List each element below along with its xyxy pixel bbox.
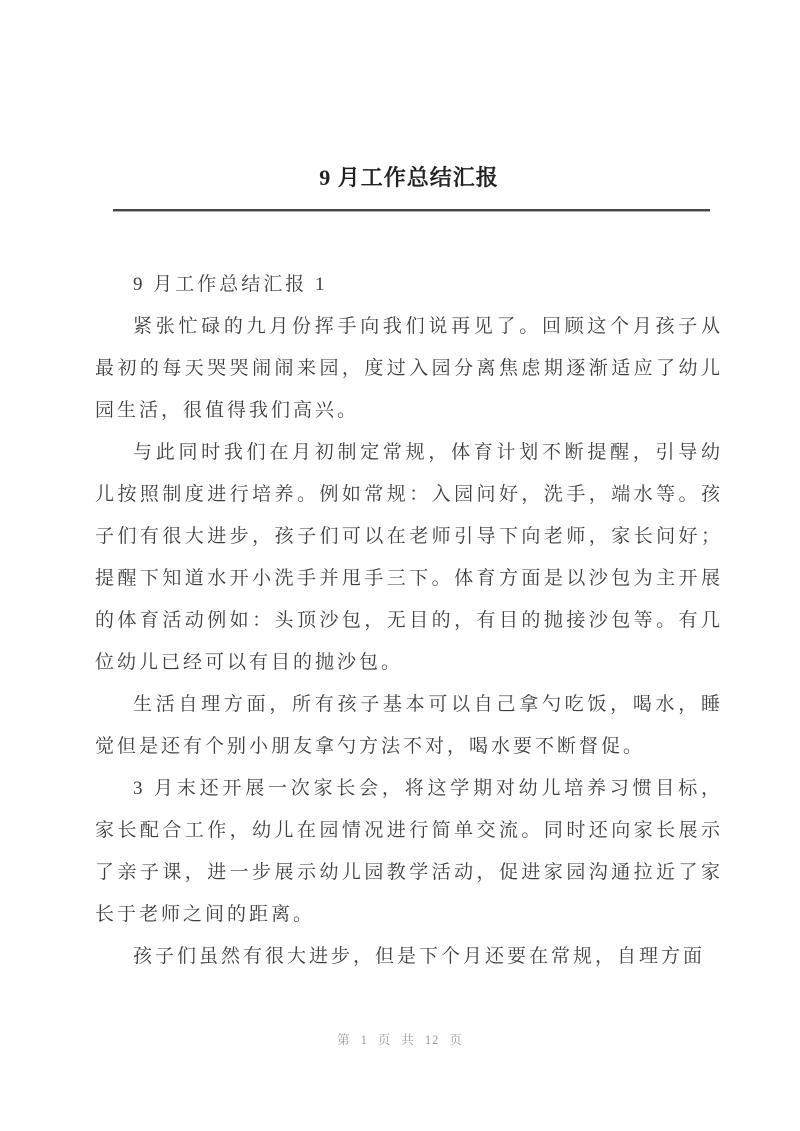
footer-label-total: 共 <box>401 1033 415 1047</box>
footer-unit-page: 页 <box>377 1033 392 1047</box>
footer-label-prefix: 第 <box>337 1033 351 1047</box>
paragraph: 生活自理方面，所有孩子基本可以自己拿勺吃饭，喝水，睡觉但是还有个别小朋友拿勺方法不对，喝水要不断督促。 <box>95 694 723 757</box>
footer-total-pages: 12 <box>424 1033 440 1047</box>
document-title: 9 月工作总结汇报 <box>319 165 499 190</box>
paragraph: 与此同时我们在月初制定常规，体育计划不断提醒，引导幼儿按照制度进行培养。例如常规：入园问好，洗手，端水等。孩子们有很大进步，孩子们可以在老师引导下向老师，家长问好；提醒下知道水开小洗手并甩手三下。体育方面是以沙包为主开展的体育活动例如：头顶沙包，无目的，有目的抛接沙包等。有几位幼儿已经可以有目的抛沙包。 <box>95 442 723 673</box>
footer-current-page: 1 <box>360 1033 368 1047</box>
paragraph-subtitle: 9 月工作总结汇报 1 <box>133 274 328 295</box>
paragraph: 紧张忙碌的九月份挥手向我们说再见了。回顾这个月孩子从最初的每天哭哭闹闹来园，度过入园分离焦虑期逐渐适应了幼儿园生活，很值得我们高兴。 <box>95 316 723 421</box>
footer-unit-page-total: 页 <box>449 1033 463 1047</box>
paragraph: 3 月末还开展一次家长会，将这学期对幼儿培养习惯目标，家长配合工作，幼儿在园情况进行简单交流。同时还向家长展示了亲子课，进一步展示幼儿园教学活动，促进家园沟通拉近了家长于老师之间的距离。 <box>95 778 723 925</box>
title-divider <box>113 209 710 211</box>
paragraph: 孩子们虽然有很大进步，但是下个月还要在常规，自理方面 <box>133 946 706 967</box>
page-footer <box>0 1030 800 1050</box>
document-body <box>95 264 723 978</box>
